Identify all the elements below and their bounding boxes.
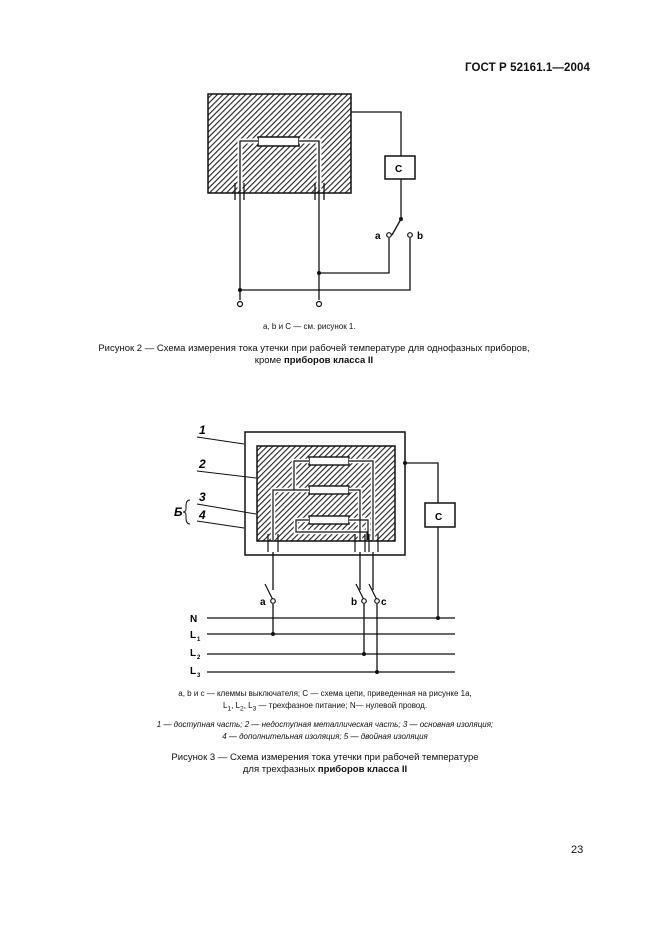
- line-l2-label: L: [190, 648, 197, 659]
- contact-b-label: b: [417, 231, 424, 242]
- measuring-circuit-label: C: [395, 164, 403, 175]
- line-l3-label: L: [190, 666, 197, 677]
- callout-1: 1: [199, 423, 206, 437]
- figure-3-legend: [130, 719, 520, 743]
- contact-a-label-3ph: a: [260, 597, 266, 608]
- contact-b-label-3ph: b: [351, 597, 358, 608]
- contact-a-label: a: [375, 231, 381, 242]
- callout-2: 2: [199, 457, 206, 471]
- heating-element-3: [309, 516, 349, 524]
- figure-3-legend-line1: 1 — доступная часть; 2 — недоступная металлическая часть; 3 — основная изоляция;: [156, 720, 494, 729]
- contact-c-label-3ph: c: [381, 597, 387, 608]
- page-number: 23: [571, 844, 584, 856]
- figure-3-caption: [140, 752, 510, 776]
- callout-3: 3: [199, 490, 206, 504]
- heating-element-2: [309, 486, 349, 494]
- line-l3-sub: 3: [197, 673, 201, 679]
- figure-2-caption-line1: Рисунок 2 — Схема измерения тока утечки при рабочей температуре для однофазных приборов,: [98, 343, 530, 354]
- callout-4: 4: [199, 508, 206, 522]
- figure-3-caption-line2: для трехфазных приборов класса II: [242, 764, 408, 775]
- line-n-label: N: [190, 614, 198, 625]
- figure-3-note-line2: $L_1$, $L_2$, $L_3$ — трехфазное питание; N— нулевой провод.: [222, 701, 428, 713]
- line-l1-label: L: [190, 630, 197, 641]
- figure-3-caption-line1: Рисунок 3 — Схема измерения тока утечки при рабочей температуре: [171, 752, 479, 763]
- line-l1-sub: 1: [197, 637, 201, 643]
- figure-2-caption-line2: кроме приборов класса II: [254, 355, 374, 366]
- figure-3-note-line1: а, b и с — клеммы выключателя; С — схема цепи, приведенная на рисунке 1а,: [178, 689, 472, 698]
- double-insulation-group-label: Б: [174, 505, 183, 519]
- standard-header: ГОСТ Р 52161.1—2004: [465, 62, 590, 74]
- measuring-circuit-label-3ph: C: [435, 512, 443, 523]
- figure-2-note: a, b и C — см. рисунок 1.: [263, 322, 356, 331]
- figure-3-note: [140, 688, 510, 716]
- line-l2-sub: 2: [197, 655, 201, 661]
- figure-3-legend-line2: 4 — дополнительная изоляция; 5 — двойная изоляция: [222, 732, 428, 741]
- heating-element-1: [309, 457, 349, 465]
